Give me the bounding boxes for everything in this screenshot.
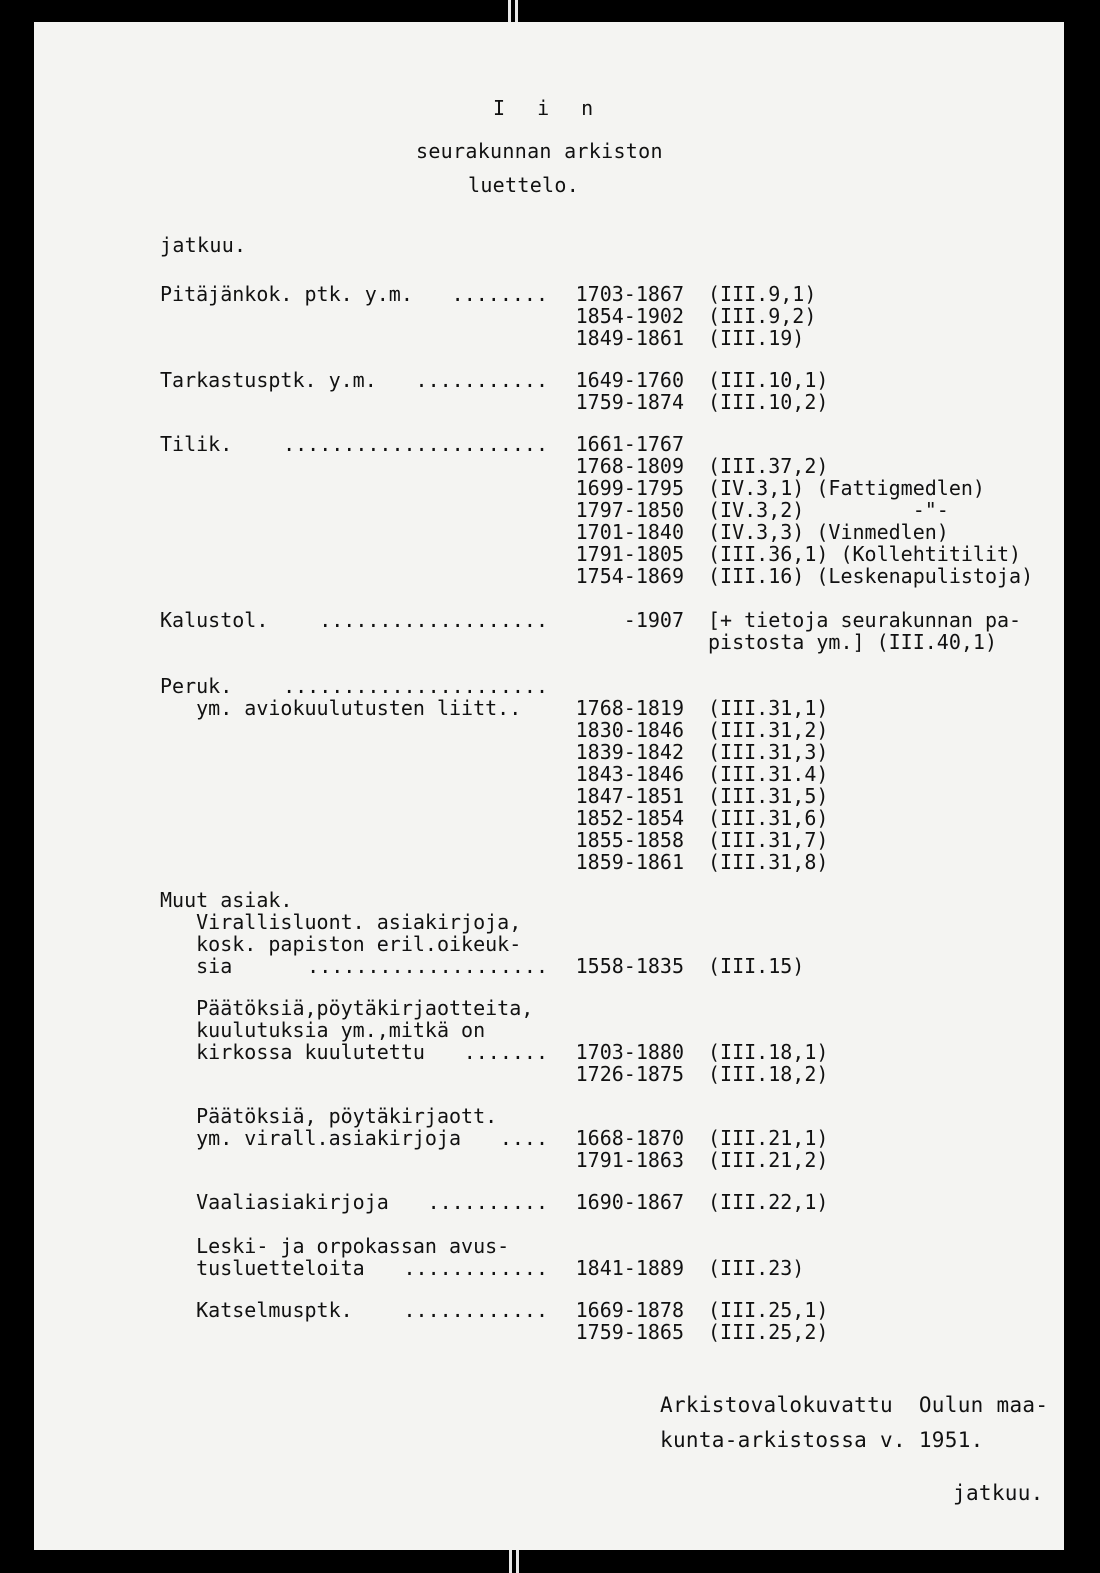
entry-years: 1849-1861 (575, 326, 684, 350)
entry-years: 1797-1850 (575, 498, 684, 522)
entry-years: 1726-1875 (575, 1062, 684, 1086)
entry-label: tusluetteloita (160, 1256, 365, 1280)
entry-label: sia (160, 954, 233, 978)
entry-label: kosk. papiston eril.oikeuk- (160, 932, 522, 956)
footnote-line-1: Arkistovalokuvattu Oulun maa- (660, 1393, 1049, 1417)
entry-label: kuulutuksia ym.,mitkä on (160, 1018, 486, 1042)
entry-years: 1768-1819 (575, 696, 684, 720)
entry-row (0, 1149, 1100, 1171)
entry-leader-dots: ...................... (283, 433, 548, 455)
document-subtitle-line-1: seurakunnan arkiston (416, 139, 663, 163)
entry-reference: (III.9,2) (708, 304, 817, 328)
entry-label: Tilik. (160, 432, 233, 456)
entry-reference: (III.10,2) (708, 390, 829, 414)
entry-label: Leski- ja orpokassan avus- (160, 1234, 510, 1258)
entry-leader-dots: ........... (415, 369, 548, 391)
entry-years: 1768-1809 (575, 454, 684, 478)
entry-leader-dots: .................... (307, 955, 548, 977)
footnote (660, 1388, 1048, 1458)
entry-reference: (III.22,1) (708, 1190, 829, 1214)
entry-row (0, 455, 1100, 477)
entry-leader-dots: ....... (463, 1041, 548, 1063)
entry-years: 1847-1851 (575, 784, 684, 808)
entry-row (0, 1321, 1100, 1343)
entry-years: 1859-1861 (575, 850, 684, 874)
entry-years: 1855-1858 (575, 828, 684, 852)
entry-years: 1661-1767 (575, 432, 684, 456)
entry-label: Päätöksiä, pöytäkirjaott. (160, 1104, 498, 1128)
entry-reference: (III.18,2) (708, 1062, 829, 1086)
entry-row (0, 933, 1100, 955)
entry-row (0, 477, 1100, 499)
film-edge-top (505, 0, 521, 22)
entry-reference: (III.31,5) (708, 784, 829, 808)
footnote-line-2: kunta-arkistossa v. 1951. (660, 1428, 984, 1452)
entry-leader-dots: ............ (403, 1257, 548, 1279)
entry-row (0, 807, 1100, 829)
entry-reference: (III.18,1) (708, 1040, 829, 1064)
entry-row (0, 327, 1100, 349)
entry-row (0, 851, 1100, 873)
document-subtitle-line-2: luettelo. (468, 173, 580, 197)
entry-row (0, 829, 1100, 851)
document-title: I i n (493, 96, 604, 120)
entry-label: ym. aviokuulutusten liitt.. (160, 696, 522, 720)
entry-reference: (III.23) (708, 1256, 805, 1280)
entry-label: Tarkastusptk. y.m. (160, 368, 377, 392)
entry-row (0, 433, 1100, 455)
entry-years: 1830-1846 (575, 718, 684, 742)
entry-label: Peruk. (160, 674, 233, 698)
entry-reference: (IV.3,2) -"- (708, 498, 949, 522)
entry-label: kirkossa kuulutettu (160, 1040, 425, 1064)
entry-years: 1843-1846 (575, 762, 684, 786)
entry-reference: (III.31,8) (708, 850, 829, 874)
entry-row (0, 719, 1100, 741)
entry-label: Vaaliasiakirjoja (160, 1190, 389, 1214)
continued-label-top: jatkuu. (160, 233, 247, 257)
entry-reference: (III.31,6) (708, 806, 829, 830)
entry-leader-dots: .......... (427, 1191, 548, 1213)
entry-years: 1669-1878 (575, 1298, 684, 1322)
entry-row (0, 283, 1100, 305)
entry-years: 1558-1835 (575, 954, 684, 978)
entry-row (0, 1299, 1100, 1321)
entry-row (0, 609, 1100, 631)
entry-years: -1907 (623, 608, 684, 632)
entry-reference: (III.19) (708, 326, 805, 350)
entry-leader-dots: ........ (451, 283, 548, 305)
entry-row (0, 391, 1100, 413)
entry-reference: (III.10,1) (708, 368, 829, 392)
entry-leader-dots: .... (499, 1127, 548, 1149)
entry-years: 1759-1874 (575, 390, 684, 414)
entry-years: 1699-1795 (575, 476, 684, 500)
entry-years: 1703-1880 (575, 1040, 684, 1064)
entry-reference: (III.31,2) (708, 718, 829, 742)
entry-row (0, 305, 1100, 327)
entry-reference: (III.31.4) (708, 762, 829, 786)
entry-row (0, 1019, 1100, 1041)
entry-years: 1791-1805 (575, 542, 684, 566)
entry-years: 1791-1863 (575, 1148, 684, 1172)
entry-row (0, 675, 1100, 697)
entry-row (0, 1063, 1100, 1085)
entry-row (0, 543, 1100, 565)
entry-row (0, 631, 1100, 653)
entry-reference: (III.21,2) (708, 1148, 829, 1172)
entry-label: ym. virall.asiakirjoja (160, 1126, 462, 1150)
entry-reference: (III.31,7) (708, 828, 829, 852)
entry-years: 1854-1902 (575, 304, 684, 328)
entry-years: 1703-1867 (575, 282, 684, 306)
entry-reference: (IV.3,3) (Vinmedlen) (708, 520, 949, 544)
entry-years: 1668-1870 (575, 1126, 684, 1150)
entry-row (0, 741, 1100, 763)
entry-reference: (IV.3,1) (Fattigmedlen) (708, 476, 985, 500)
entry-years: 1649-1760 (575, 368, 684, 392)
entry-row (0, 1191, 1100, 1213)
entry-row (0, 763, 1100, 785)
entry-years: 1754-1869 (575, 564, 684, 588)
entry-row (0, 1127, 1100, 1149)
entry-reference: (III.15) (708, 954, 805, 978)
entry-reference: (III.37,2) (708, 454, 829, 478)
entry-row (0, 889, 1100, 911)
entry-row (0, 521, 1100, 543)
entry-reference: (III.21,1) (708, 1126, 829, 1150)
entry-years: 1852-1854 (575, 806, 684, 830)
entry-label: Pitäjänkok. ptk. y.m. (160, 282, 413, 306)
entry-leader-dots: ...................... (283, 675, 548, 697)
entry-years: 1690-1867 (575, 1190, 684, 1214)
continued-label-bottom: jatkuu. (953, 1481, 1044, 1505)
entry-row (0, 1105, 1100, 1127)
entry-label: Kalustol. (160, 608, 269, 632)
entry-reference: pistosta ym.] (III.40,1) (708, 630, 997, 654)
entry-years: 1759-1865 (575, 1320, 684, 1344)
entry-years: 1841-1889 (575, 1256, 684, 1280)
entry-years: 1839-1842 (575, 740, 684, 764)
entry-row (0, 369, 1100, 391)
entry-label: Katselmusptk. (160, 1298, 353, 1322)
entry-row (0, 1257, 1100, 1279)
entry-row (0, 955, 1100, 977)
entry-row (0, 697, 1100, 719)
entry-row (0, 1041, 1100, 1063)
entry-row (0, 785, 1100, 807)
entry-reference: [+ tietoja seurakunnan pa- (708, 608, 1022, 632)
entry-reference: (III.9,1) (708, 282, 817, 306)
entry-reference: (III.16) (Leskenapulistoja) (708, 564, 1034, 588)
entry-leader-dots: ................... (319, 609, 548, 631)
entry-row (0, 911, 1100, 933)
entry-reference: (III.36,1) (Kollehtitilit) (708, 542, 1022, 566)
entry-reference: (III.25,1) (708, 1298, 829, 1322)
entry-years: 1701-1840 (575, 520, 684, 544)
entry-row (0, 499, 1100, 521)
entry-row (0, 565, 1100, 587)
entry-reference: (III.25,2) (708, 1320, 829, 1344)
entry-row (0, 1235, 1100, 1257)
entry-label: Virallisluont. asiakirjoja, (160, 910, 522, 934)
entry-row (0, 997, 1100, 1019)
entry-reference: (III.31,1) (708, 696, 829, 720)
entry-leader-dots: ............ (403, 1299, 548, 1321)
entry-label: Päätöksiä,pöytäkirjaotteita, (160, 996, 534, 1020)
entry-label: Muut asiak. (160, 888, 293, 912)
entry-reference: (III.31,3) (708, 740, 829, 764)
